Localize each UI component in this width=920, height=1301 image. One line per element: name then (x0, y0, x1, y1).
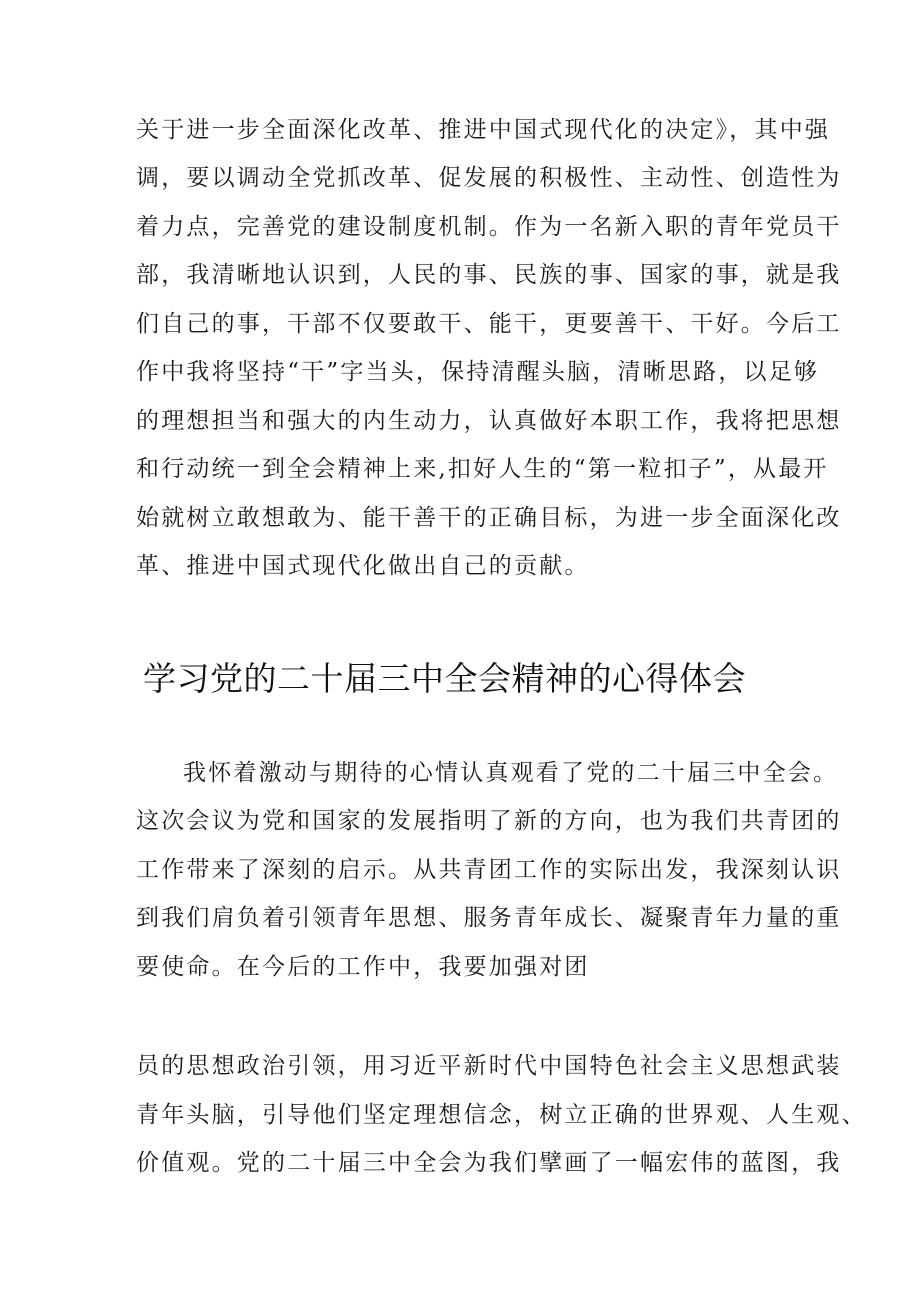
section-heading: 学习党的二十届三中全会精神的心得体会 (143, 659, 746, 698)
paragraph-line: 关于进一步全面深化改革、推进中国式现代化的决定》，其中强 (136, 117, 831, 143)
paragraph-line: 着力点，完善党的建设制度机制。作为一名新入职的青年党员干 (136, 214, 842, 240)
paragraph-line: 调，要以调动全党抓改革、促发展的积极性、主动性、创造性为 (136, 165, 842, 191)
paragraph-line: 的理想担当和强大的内生动力，认真做好本职工作，我将把思想 (136, 408, 842, 434)
paragraph-line: 我怀着激动与期待的心情认真观看了党的二十届三中全会。 (183, 760, 839, 786)
paragraph-line: 这次会议为党和国家的发展指明了新的方向，也为我们共青团的 (136, 808, 842, 834)
paragraph-line: 革、推进中国式现代化做出自己的贡献。 (136, 553, 590, 579)
paragraph-line: 始就树立敢想敢为、能干善干的正确目标，为进一步全面深化改 (136, 505, 842, 531)
paragraph-line: 工作带来了深刻的启示。从共青团工作的实际出发，我深刻认识 (136, 857, 842, 883)
paragraph-line: 部，我清晰地认识到，人民的事、民族的事、国家的事，就是我 (136, 262, 842, 288)
paragraph-line: 作中我将坚持“干”字当头，保持清醒头脑，清晰思路，以足够 (136, 359, 820, 385)
paragraph-line: 和行动统一到全会精神上来,扣好人生的“第一粒扣子”，从最开 (136, 456, 829, 482)
paragraph-line: 要使命。在今后的工作中，我要加强对团 (136, 954, 590, 980)
paragraph-line: 价值观。党的二十届三中全会为我们擘画了一幅宏伟的蓝图，我 (136, 1150, 842, 1176)
paragraph-line: 青年头脑，引导他们坚定理想信念，树立正确的世界观、人生观、 (136, 1102, 867, 1128)
paragraph-line: 到我们肩负着引领青年思想、服务青年成长、凝聚青年力量的重 (136, 905, 842, 931)
paragraph-line: 员的思想政治引领，用习近平新时代中国特色社会主义思想武装 (136, 1053, 842, 1079)
paragraph-line: 们自己的事，干部不仅要敢干、能干，更要善干、干好。今后工 (136, 311, 842, 337)
